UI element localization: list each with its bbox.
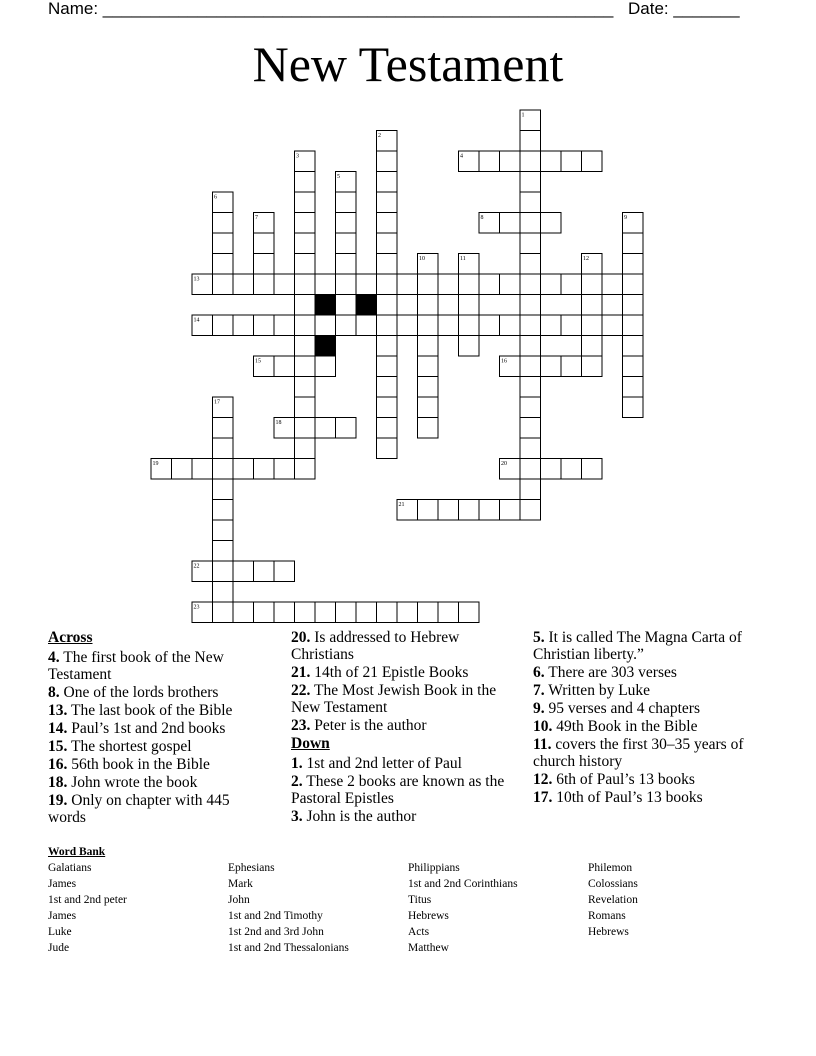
word-bank-list: [48, 861, 768, 955]
grid-cell[interactable]: [336, 254, 357, 275]
grid-cell[interactable]: [233, 602, 254, 623]
grid-cell[interactable]: [623, 356, 644, 377]
grid-cell[interactable]: [582, 151, 603, 172]
grid-cell[interactable]: [459, 336, 480, 357]
grid-cell[interactable]: [233, 274, 254, 295]
grid-cell[interactable]: [315, 274, 336, 295]
clue-item: [533, 682, 763, 699]
word-bank-item: 1st and 2nd peter: [48, 894, 127, 906]
clue-number: 14: [193, 317, 200, 324]
grid-cell[interactable]: [520, 418, 541, 439]
grid-cell[interactable]: [520, 131, 541, 152]
grid-cell[interactable]: [418, 356, 439, 377]
clue-number: 15: [255, 358, 261, 365]
grid-cell[interactable]: [438, 500, 459, 521]
grid-cell[interactable]: [500, 213, 521, 234]
clue-number-label: 20.: [291, 629, 311, 646]
grid-cell[interactable]: [602, 274, 623, 295]
clue-number: 22: [193, 563, 200, 570]
grid-cell[interactable]: [561, 151, 582, 172]
grid-cell[interactable]: [520, 233, 541, 254]
clue-text: The shortest gospel: [67, 738, 192, 755]
grid-cell[interactable]: [418, 295, 439, 316]
clue-item: [291, 773, 513, 807]
grid-cell[interactable]: [520, 213, 541, 234]
grid-cell[interactable]: [500, 500, 521, 521]
down-clue-list: [291, 755, 513, 825]
clue-number-label: 2.: [291, 773, 303, 790]
grid-cell[interactable]: [459, 500, 480, 521]
clue-number-label: 5.: [533, 629, 545, 646]
grid-cell[interactable]: [295, 295, 316, 316]
grid-cell[interactable]: [520, 315, 541, 336]
clue-number-label: 22.: [291, 682, 311, 699]
grid-cell[interactable]: [418, 418, 439, 439]
grid-cell[interactable]: [479, 315, 500, 336]
grid-cell[interactable]: [295, 315, 316, 336]
clue-text: One of the lords brothers: [59, 684, 219, 701]
grid-cell[interactable]: [377, 254, 398, 275]
grid-cell[interactable]: [541, 459, 562, 480]
clue-item: [291, 629, 513, 663]
grid-cell[interactable]: [500, 274, 521, 295]
word-bank-item: Acts: [408, 926, 430, 938]
grid-cell[interactable]: [254, 315, 275, 336]
grid-cell[interactable]: [213, 254, 234, 275]
grid-cell[interactable]: [295, 233, 316, 254]
grid-cell[interactable]: [602, 315, 623, 336]
grid-cell[interactable]: [438, 602, 459, 623]
clue-number: 19: [152, 461, 159, 467]
clue-number: 17: [214, 399, 220, 406]
grid-cell[interactable]: [377, 377, 398, 398]
grid-cell[interactable]: [233, 315, 254, 336]
grid-cell[interactable]: [500, 151, 521, 172]
clue-text: 95 verses and 4 chapters: [544, 700, 701, 717]
grid-cell[interactable]: [336, 418, 357, 439]
clue-number: 1: [521, 112, 525, 119]
grid-cell[interactable]: [520, 274, 541, 295]
grid-cell[interactable]: [561, 459, 582, 480]
word-bank-item: Hebrews: [408, 910, 449, 922]
grid-cell[interactable]: [397, 602, 418, 623]
grid-cell[interactable]: [377, 295, 398, 316]
black-cell: [356, 295, 377, 316]
grid-cell[interactable]: [254, 274, 275, 295]
grid-cell[interactable]: [295, 397, 316, 418]
clue-item: [533, 629, 763, 663]
clue-number-label: 13.: [48, 702, 68, 719]
clue-number: 7: [255, 215, 258, 221]
grid-cell[interactable]: [233, 561, 254, 582]
grid-cell[interactable]: [254, 602, 275, 623]
clue-number-label: 17.: [533, 789, 553, 806]
clue-item: [48, 738, 268, 755]
clue-text: 6th of Paul’s 13 books: [552, 771, 695, 788]
grid-cell[interactable]: [315, 418, 336, 439]
word-bank-item: Philippians: [408, 862, 460, 874]
grid-cell[interactable]: [418, 377, 439, 398]
clue-item: [291, 717, 513, 734]
clue-number-label: 12.: [533, 771, 553, 788]
grid-cell[interactable]: [377, 356, 398, 377]
grid-cell[interactable]: [295, 356, 316, 377]
grid-cell[interactable]: [336, 233, 357, 254]
grid-cell[interactable]: [254, 254, 275, 275]
clue-item: [533, 664, 763, 681]
grid-cell[interactable]: [377, 315, 398, 336]
grid-cell[interactable]: [582, 336, 603, 357]
grid-cell[interactable]: [377, 192, 398, 213]
word-bank-item: James: [48, 910, 77, 922]
clue-item: [48, 684, 268, 701]
grid-cell[interactable]: [520, 151, 541, 172]
clue-item: [533, 736, 763, 770]
word-bank-item: Philemon: [588, 862, 633, 874]
word-bank-item: James: [48, 878, 77, 890]
grid-cell[interactable]: [561, 274, 582, 295]
grid-cell[interactable]: [295, 172, 316, 193]
clue-text: These 2 books are known as the Pastoral Epistles: [291, 773, 505, 807]
grid-cell[interactable]: [418, 500, 439, 521]
grid-cell[interactable]: [377, 397, 398, 418]
grid-cell[interactable]: [172, 459, 193, 480]
word-bank: [48, 846, 768, 955]
grid-cell[interactable]: [377, 233, 398, 254]
clue-number-label: 21.: [291, 664, 311, 681]
clue-number-label: 8.: [48, 684, 60, 701]
word-bank-item: Ephesians: [228, 862, 275, 874]
clue-number: 23: [193, 604, 200, 611]
clue-item: [48, 792, 268, 826]
grid-cell[interactable]: [213, 233, 234, 254]
clue-number-label: 9.: [533, 700, 545, 717]
grid-cell[interactable]: [336, 213, 357, 234]
clue-item: [291, 808, 513, 825]
grid-cell[interactable]: [213, 418, 234, 439]
grid-cell[interactable]: [213, 274, 234, 295]
grid-cell[interactable]: [623, 233, 644, 254]
grid-cell[interactable]: [377, 213, 398, 234]
grid-cell[interactable]: [336, 602, 357, 623]
clue-text: John is the author: [302, 808, 417, 825]
grid-cell[interactable]: [213, 541, 234, 562]
grid-cell[interactable]: [254, 561, 275, 582]
grid-cell[interactable]: [397, 274, 418, 295]
word-bank-item: Titus: [408, 894, 432, 906]
grid-cell[interactable]: [254, 459, 275, 480]
grid-cell[interactable]: [541, 151, 562, 172]
grid-cell[interactable]: [520, 459, 541, 480]
clue-item: [533, 771, 763, 788]
grid-cell[interactable]: [315, 315, 336, 336]
word-bank-item: Matthew: [408, 942, 449, 954]
grid-cell[interactable]: [295, 377, 316, 398]
clue-number-label: 23.: [291, 717, 311, 734]
grid-cell[interactable]: [295, 274, 316, 295]
grid-cell[interactable]: [295, 459, 316, 480]
grid-cell[interactable]: [274, 602, 295, 623]
clue-text: Peter is the author: [310, 717, 427, 734]
clue-number: 10: [419, 256, 425, 262]
grid-cell[interactable]: [295, 336, 316, 357]
grid-cell[interactable]: [377, 151, 398, 172]
grid-cell[interactable]: [418, 315, 439, 336]
grid-cell[interactable]: [520, 192, 541, 213]
clues-column-2: [291, 629, 513, 826]
grid-cell[interactable]: [418, 274, 439, 295]
clue-number-label: 4.: [48, 649, 60, 666]
clue-item: [291, 664, 513, 681]
clue-item: [533, 718, 763, 735]
grid-cell[interactable]: [295, 418, 316, 439]
grid-cell[interactable]: [213, 561, 234, 582]
clue-text: 49th Book in the Bible: [552, 718, 698, 735]
grid-cell[interactable]: [377, 274, 398, 295]
word-bank-item: Colossians: [588, 878, 638, 890]
clue-text: Only on chapter with 445 words: [48, 792, 230, 826]
clue-number: 16: [501, 358, 507, 365]
grid-cell[interactable]: [295, 213, 316, 234]
grid-cell[interactable]: [213, 500, 234, 521]
grid-cell[interactable]: [274, 274, 295, 295]
grid-cell[interactable]: [623, 295, 644, 316]
grid-cell[interactable]: [336, 274, 357, 295]
clue-number: 8: [480, 215, 484, 221]
clue-number-label: 19.: [48, 792, 68, 809]
clue-item: [291, 755, 513, 772]
grid-cell[interactable]: [520, 479, 541, 500]
word-bank-item: Hebrews: [588, 926, 629, 938]
clue-number: 2: [378, 133, 381, 139]
grid-cell[interactable]: [274, 459, 295, 480]
clue-number: 12: [583, 256, 589, 262]
clue-number: 21: [398, 502, 405, 508]
word-bank-item: 1st and 2nd Corinthians: [408, 878, 518, 890]
grid-cell[interactable]: [315, 356, 336, 377]
clue-text: It is called The Magna Carta of Christian liberty.”: [533, 629, 742, 663]
clue-text: 56th book in the Bible: [67, 756, 210, 773]
clue-number: 11: [460, 256, 466, 262]
clue-text: The Most Jewish Book in the New Testament: [291, 682, 497, 716]
clue-number-label: 11.: [533, 736, 552, 753]
grid-cell[interactable]: [377, 418, 398, 439]
grid-cell[interactable]: [582, 356, 603, 377]
clue-item: [533, 700, 763, 717]
grid-cell[interactable]: [213, 479, 234, 500]
grid-cell[interactable]: [582, 295, 603, 316]
grid-cell[interactable]: [213, 315, 234, 336]
grid-cell[interactable]: [356, 602, 377, 623]
word-bank-item: [588, 941, 768, 955]
clue-number-label: 10.: [533, 718, 553, 735]
word-bank-item: Romans: [588, 910, 626, 922]
grid-cell[interactable]: [520, 295, 541, 316]
clue-number: 5: [337, 174, 340, 180]
grid-cell[interactable]: [582, 315, 603, 336]
across-heading: Across: [48, 629, 93, 646]
word-bank-item: 1st 2nd and 3rd John: [228, 926, 324, 938]
grid-cell[interactable]: [520, 356, 541, 377]
clue-item: [48, 649, 268, 683]
grid-cell[interactable]: [623, 254, 644, 275]
clue-item: [291, 682, 513, 716]
clue-text: Is addressed to Hebrew Christians: [291, 629, 460, 663]
grid-cell[interactable]: [336, 315, 357, 336]
grid-cell[interactable]: [377, 438, 398, 459]
grid-cell[interactable]: [520, 254, 541, 275]
clue-number: 4: [460, 153, 463, 160]
grid-cell[interactable]: [520, 336, 541, 357]
clue-item: [48, 774, 268, 791]
grid-cell[interactable]: [479, 151, 500, 172]
clue-number-label: 1.: [291, 755, 303, 772]
clue-text: Written by Luke: [544, 682, 651, 699]
grid-cell[interactable]: [561, 356, 582, 377]
word-bank-item: 1st and 2nd Thessalonians: [228, 942, 349, 954]
grid-cell[interactable]: [623, 336, 644, 357]
grid-cell[interactable]: [295, 602, 316, 623]
grid-cell[interactable]: [459, 274, 480, 295]
grid-cell[interactable]: [274, 356, 295, 377]
grid-cell[interactable]: [418, 602, 439, 623]
clue-text: Paul’s 1st and 2nd books: [67, 720, 226, 737]
grid-cell[interactable]: [500, 315, 521, 336]
grid-cell[interactable]: [582, 274, 603, 295]
clue-number: 3: [296, 153, 299, 160]
clue-number-label: 7.: [533, 682, 545, 699]
grid-cell[interactable]: [356, 274, 377, 295]
grid-cell[interactable]: [295, 254, 316, 275]
grid-cell[interactable]: [213, 602, 234, 623]
grid-cell[interactable]: [541, 274, 562, 295]
grid-cell[interactable]: [520, 438, 541, 459]
clue-text: 1st and 2nd letter of Paul: [302, 755, 462, 772]
across-clue-list: [48, 649, 268, 826]
grid-cell[interactable]: [254, 233, 275, 254]
grid-cell[interactable]: [541, 356, 562, 377]
grid-cell[interactable]: [479, 274, 500, 295]
grid-cell[interactable]: [623, 377, 644, 398]
grid-cell[interactable]: [356, 315, 377, 336]
grid-cell[interactable]: [541, 213, 562, 234]
word-bank-item: Mark: [228, 878, 253, 890]
across-clue-list-continued: [291, 629, 513, 734]
grid-cell[interactable]: [561, 315, 582, 336]
word-bank-item: John: [228, 894, 250, 906]
clues-column-1: [48, 629, 268, 827]
grid-cell[interactable]: [377, 602, 398, 623]
grid-cell[interactable]: [520, 397, 541, 418]
clue-number-label: 3.: [291, 808, 303, 825]
clues-column-3: [533, 629, 763, 807]
clue-text: There are 303 verses: [544, 664, 677, 681]
clue-text: 10th of Paul’s 13 books: [552, 789, 703, 806]
grid-cell[interactable]: [582, 459, 603, 480]
grid-cell[interactable]: [377, 336, 398, 357]
down-clue-list-continued: [533, 629, 763, 806]
grid-cell[interactable]: [213, 520, 234, 541]
clue-number-label: 14.: [48, 720, 68, 737]
grid-cell[interactable]: [418, 397, 439, 418]
grid-cell[interactable]: [233, 459, 254, 480]
grid-cell[interactable]: [520, 500, 541, 521]
name-field[interactable]: Name: ______________________________________________________: [48, 0, 614, 18]
word-bank-item: Galatians: [48, 862, 92, 874]
grid-cell[interactable]: [315, 602, 336, 623]
grid-cell[interactable]: [274, 561, 295, 582]
grid-cell[interactable]: [418, 336, 439, 357]
grid-cell[interactable]: [213, 582, 234, 603]
grid-cell[interactable]: [336, 192, 357, 213]
clue-number: 13: [193, 276, 200, 283]
clue-text: covers the first 30–35 years of church history: [533, 736, 744, 770]
grid-cell[interactable]: [520, 377, 541, 398]
word-bank-item: Jude: [48, 942, 70, 954]
grid-cell[interactable]: [459, 315, 480, 336]
word-bank-item: Luke: [48, 926, 72, 938]
grid-cell[interactable]: [397, 315, 418, 336]
down-heading: Down: [291, 735, 330, 752]
grid-cell[interactable]: [336, 295, 357, 316]
clue-number: 6: [214, 194, 217, 201]
clue-number: 18: [275, 420, 282, 426]
grid-cell[interactable]: [438, 274, 459, 295]
grid-cell[interactable]: [213, 459, 234, 480]
grid-cell[interactable]: [295, 438, 316, 459]
word-bank-title: Word Bank: [48, 846, 106, 858]
page-title: New Testament: [252, 36, 564, 92]
word-bank-item: Revelation: [588, 894, 638, 906]
clue-item: [533, 789, 763, 806]
grid-cell[interactable]: [192, 459, 213, 480]
clue-number: 9: [624, 215, 627, 221]
grid-cell[interactable]: [274, 315, 295, 336]
grid-cell[interactable]: [438, 315, 459, 336]
clue-text: The first book of the New Testament: [48, 649, 224, 683]
grid-cell[interactable]: [541, 315, 562, 336]
grid-cell[interactable]: [520, 172, 541, 193]
grid-cell[interactable]: [377, 172, 398, 193]
clue-number-label: 6.: [533, 664, 545, 681]
clue-number-label: 18.: [48, 774, 68, 791]
grid-cell[interactable]: [295, 192, 316, 213]
clue-number-label: 16.: [48, 756, 68, 773]
date-field[interactable]: Date: _______: [628, 0, 740, 18]
grid-cell[interactable]: [459, 295, 480, 316]
black-cell: [315, 336, 336, 357]
clue-item: [48, 702, 268, 719]
clue-text: The last book of the Bible: [67, 702, 233, 719]
clue-item: [48, 720, 268, 737]
grid-cell[interactable]: [213, 213, 234, 234]
grid-cell[interactable]: [459, 602, 480, 623]
grid-cell[interactable]: [623, 397, 644, 418]
clue-number: 20: [501, 461, 507, 467]
clue-number-label: 15.: [48, 738, 68, 755]
grid-cell[interactable]: [213, 438, 234, 459]
clue-item: [48, 756, 268, 773]
clue-text: John wrote the book: [67, 774, 198, 791]
grid-cell[interactable]: [479, 500, 500, 521]
clue-text: 14th of 21 Epistle Books: [310, 664, 469, 681]
black-cell: [315, 295, 336, 316]
grid-cell[interactable]: [623, 315, 644, 336]
grid-cell[interactable]: [623, 274, 644, 295]
word-bank-item: 1st and 2nd Timothy: [228, 910, 323, 922]
